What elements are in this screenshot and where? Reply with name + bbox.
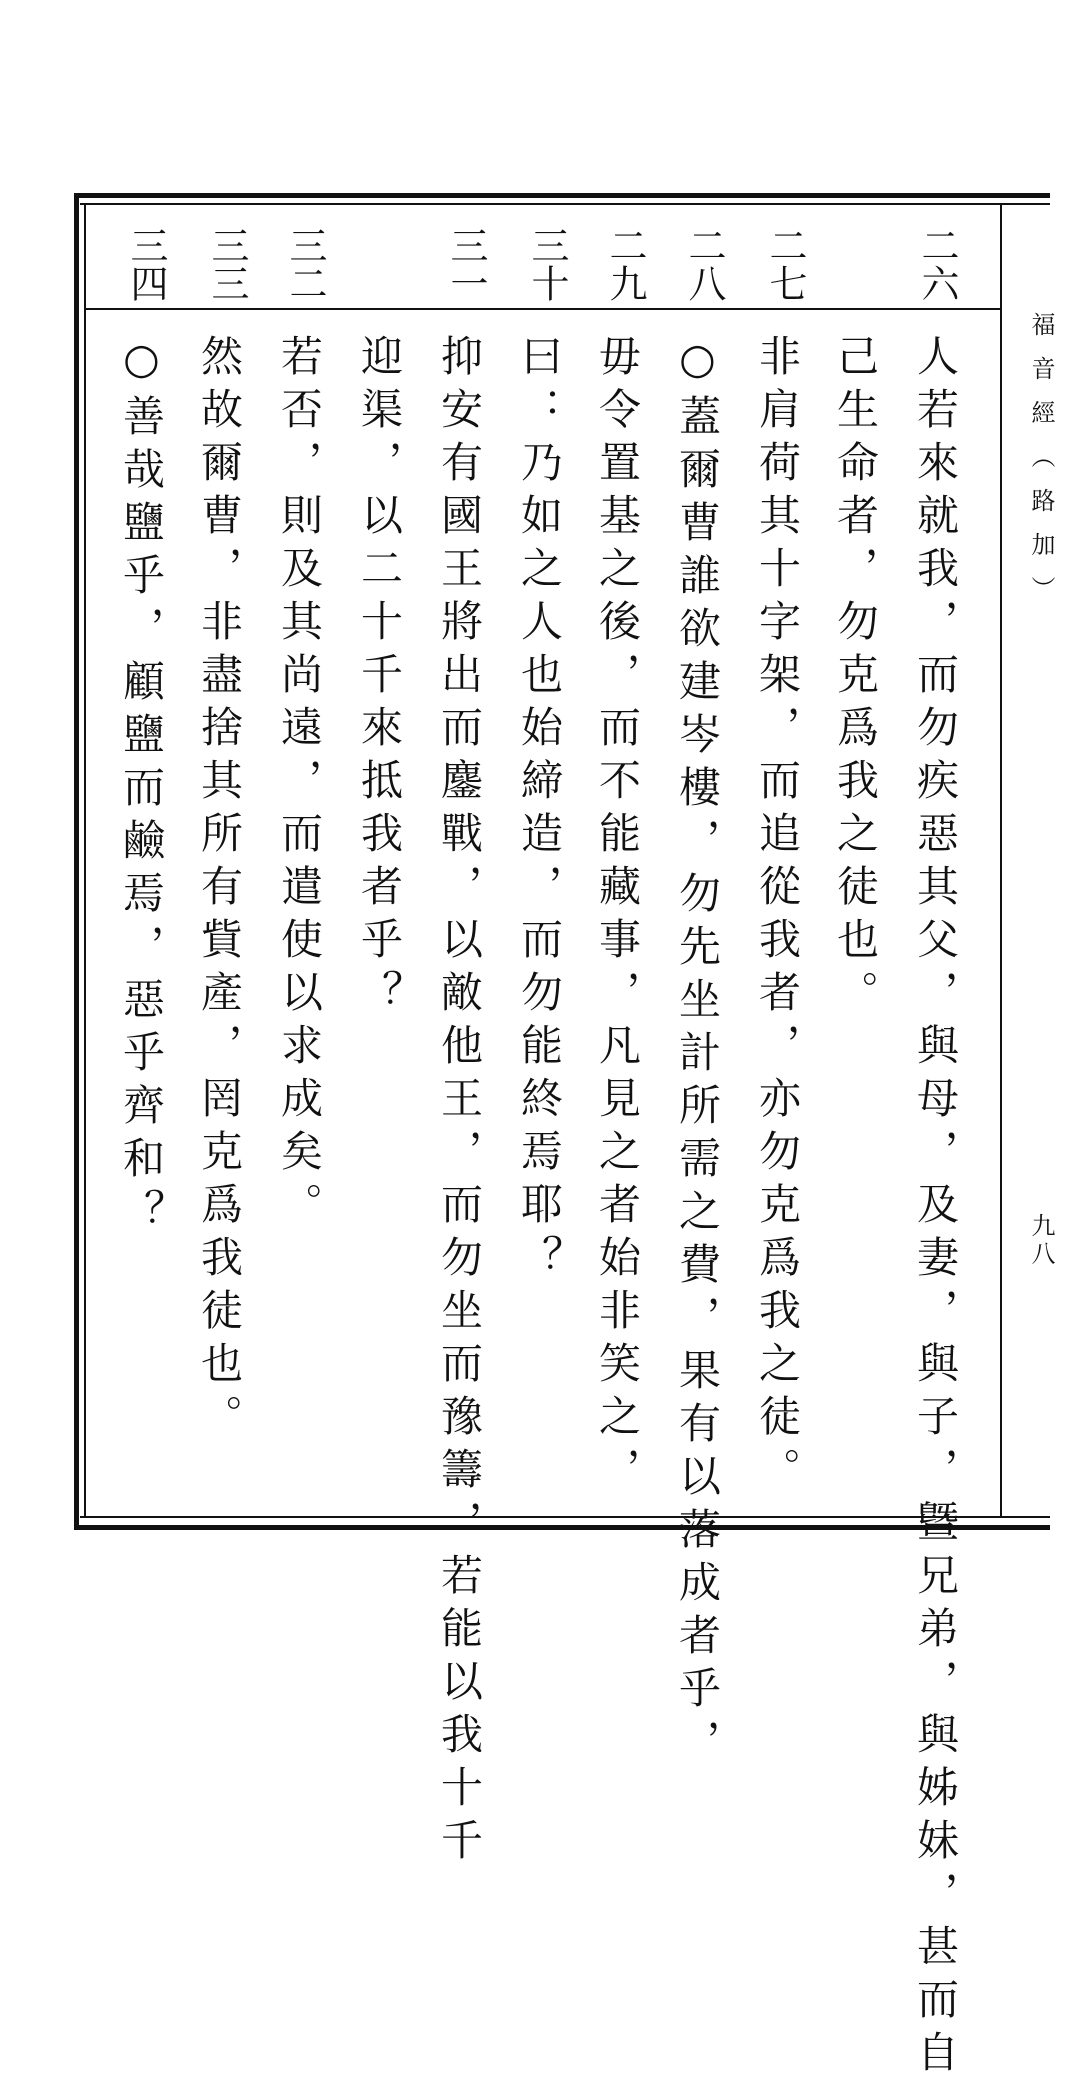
verse-number-divider xyxy=(86,308,1000,310)
text-line: 抑安有國王將出而鏖戰，以敵他王，而勿坐而豫籌，若能以我十千 xyxy=(435,334,484,1871)
verse-number: 二六 xyxy=(915,226,959,302)
text-line: 迎渠，以二十千來抵我者乎？ xyxy=(355,334,404,1023)
text-line: 己生命者，勿克爲我之徒也。 xyxy=(831,334,880,1023)
verse-number: 三三 xyxy=(205,226,249,302)
frame-bottom-rule xyxy=(74,1525,1050,1530)
text-line: 若否，則及其尚遠，而遣使以求成矣。 xyxy=(275,334,324,1235)
frame-left-inner-rule xyxy=(84,203,86,1518)
verse-number: 二九 xyxy=(603,226,647,302)
verse-number: 三十 xyxy=(525,226,569,302)
text-line: 曰：乃如之人也始締造，而勿能終焉耶？ xyxy=(515,334,564,1288)
frame-left-rule xyxy=(74,193,79,1530)
text-line: ○蓋爾曹誰欲建岑樓，勿先坐計所需之費，果有以落成者乎， xyxy=(673,334,722,1772)
text-line: 然故爾曹，非盡捨其所有貲產，罔克爲我徒也。 xyxy=(195,334,244,1447)
text-line: ○善哉鹽乎，顧鹽而鹼焉，惡乎齊和？ xyxy=(117,334,166,1242)
verse-number: 三四 xyxy=(124,226,168,302)
page-number: 九八 xyxy=(1027,1213,1055,1269)
text-line: 人若來就我，而勿疾惡其父，與母，及妻，與子，曁兄弟，與姊妹，甚而自 xyxy=(911,334,960,2083)
frame-right-rule xyxy=(1000,203,1002,1518)
frame-bottom-inner-rule xyxy=(80,1516,1050,1518)
text-line: 毋令置基之後，而不能藏事，凡見之者始非笑之， xyxy=(593,334,642,1500)
frame-top-rule xyxy=(74,193,1050,198)
verse-number: 三一 xyxy=(444,226,488,302)
text-line: 非肩荷其十字架，而追從我者，亦勿克爲我之徒。 xyxy=(753,334,802,1500)
frame-top-inner-rule xyxy=(80,203,1050,205)
verse-number: 三二 xyxy=(283,226,327,302)
verse-number: 二七 xyxy=(763,226,807,302)
running-title: 福音經（路加） xyxy=(1027,312,1055,620)
verse-number: 二八 xyxy=(682,226,726,302)
